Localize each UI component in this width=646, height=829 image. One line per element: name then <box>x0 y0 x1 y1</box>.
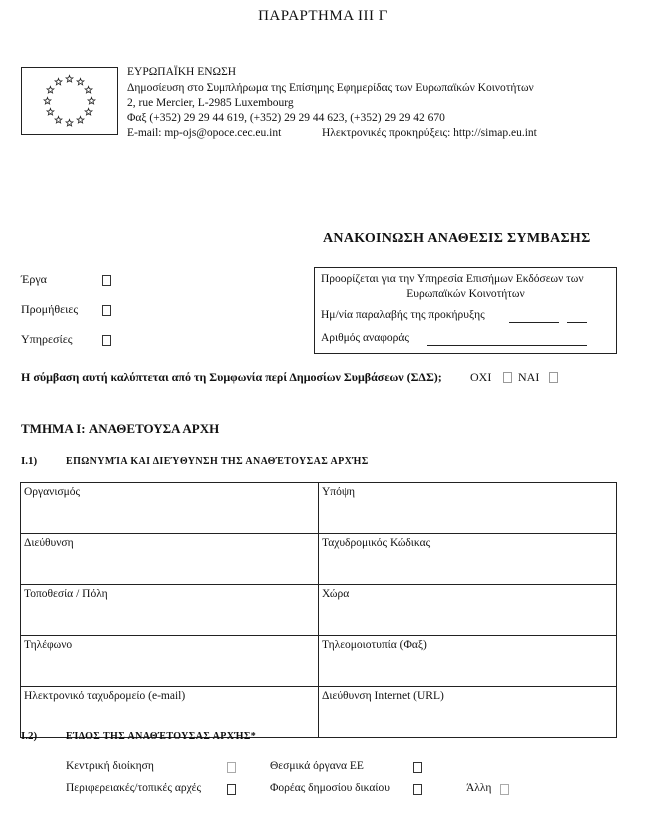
flag-star <box>77 116 84 123</box>
flag-star <box>55 78 62 85</box>
header-email: E-mail: mp-ojs@opoce.cec.eu.int <box>127 127 282 139</box>
gpa-question: Η σύμβαση αυτή καλύπτεται από τη Συμφωνία περί Δημοσίων Συμβάσεων (ΣΔΣ); <box>21 370 442 384</box>
contract-type-supplies-label: Προμήθειες <box>21 302 79 316</box>
authority-central-label: Κεντρική διοίκηση <box>66 760 154 772</box>
postal-code-field[interactable] <box>319 534 617 585</box>
authority-public-law-checkbox[interactable] <box>413 784 422 795</box>
authority-eu-checkbox[interactable] <box>413 762 422 773</box>
attention-field[interactable] <box>319 483 617 534</box>
fax-label: Τηλεομοιοτυπία (Φαξ) <box>322 639 427 651</box>
flag-star <box>85 108 92 115</box>
flag-star <box>66 119 73 126</box>
authority-other-checkbox[interactable] <box>500 784 509 795</box>
receipt-date-field-2[interactable] <box>567 322 587 323</box>
town-field[interactable] <box>21 585 319 636</box>
authority-regional-checkbox[interactable] <box>227 784 236 795</box>
address-label: Διεύθυνση <box>24 537 74 549</box>
flag-star <box>66 75 73 82</box>
contract-type-works-checkbox[interactable] <box>102 275 111 286</box>
publication-office-box <box>314 267 617 354</box>
country-label: Χώρα <box>322 588 350 600</box>
gpa-yes-label: ΝΑΙ <box>518 370 540 384</box>
country-field[interactable] <box>319 585 617 636</box>
telephone-field[interactable] <box>21 636 319 687</box>
contracting-authority-table <box>20 482 617 738</box>
contract-type-services-checkbox[interactable] <box>102 335 111 346</box>
table-row <box>21 687 617 738</box>
header-address: 2, rue Mercier, L-2985 Luxembourg <box>127 97 294 109</box>
header-fax: Φαξ (+352) 29 29 44 619, (+352) 29 29 44 623, (+352) 29 29 42 670 <box>127 112 445 124</box>
flag-star <box>44 97 51 104</box>
flag-star <box>47 108 54 115</box>
flag-star <box>47 86 54 93</box>
reference-number-field[interactable] <box>427 345 587 346</box>
header-org: ΕΥΡΩΠΑΪΚΗ ΕΝΩΣΗ <box>127 66 237 78</box>
publication-office-line1: Προορίζεται για την Υπηρεσία Επισήμων Εκδόσεων των <box>321 273 584 285</box>
subsection-1-2-number: I.2) <box>21 730 38 742</box>
table-row <box>21 534 617 585</box>
gpa-no-label: ΟΧΙ <box>470 370 492 384</box>
subsection-1-2-title: ΕΊΔΟΣ ΤΗΣ ΑΝΑΘΈΤΟΥΣΑΣ ΑΡΧΉΣ* <box>66 731 257 742</box>
gpa-yes-checkbox[interactable] <box>549 372 558 383</box>
authority-other-label: Άλλη <box>466 782 492 794</box>
authority-regional-label: Περιφερειακές/τοπικές αρχές <box>66 782 202 794</box>
header-tenders: Ηλεκτρονικές προκηρύξεις: http://simap.eu.int <box>322 127 537 139</box>
fax-field[interactable] <box>319 636 617 687</box>
header-publication: Δημοσίευση στο Συμπλήρωμα της Επίσημης Εφημερίδας των Ευρωπαϊκών Κοινοτήτων <box>127 82 534 94</box>
notice-title: ΑΝΑΚΟΙΝΩΣΗ ΑΝΑΘΕΣΙΣ ΣΥΜΒΑΣΗΣ <box>323 231 591 246</box>
email-label: Ηλεκτρονικό ταχυδρομείο (e-mail) <box>24 690 186 702</box>
receipt-date-field-1[interactable] <box>509 322 559 323</box>
attention-label: Υπόψη <box>322 486 356 498</box>
table-row <box>21 585 617 636</box>
authority-central-checkbox[interactable] <box>227 762 236 773</box>
url-label: Διεύθυνση Internet (URL) <box>322 690 444 702</box>
postal-code-label: Ταχυδρομικός Κώδικας <box>322 537 431 549</box>
annex-title: ΠΑΡΑΡΤΗΜΑ ΙΙΙ Γ <box>258 8 388 24</box>
town-label: Τοποθεσία / Πόλη <box>24 588 108 600</box>
receipt-date-label: Ημ/νία παραλαβής της προκήρυξης <box>321 309 485 321</box>
authority-public-law-label: Φορέας δημοσίου δικαίου <box>270 782 390 794</box>
subsection-1-1-title: ΕΠΩΝΥΜΊΑ ΚΑΙ ΔΙΕΎΘΥΝΣΗ ΤΗΣ ΑΝΑΘΈΤΟΥΣΑΣ ΑΡΧΉΣ <box>66 456 369 467</box>
contract-type-works-label: Έργα <box>21 272 47 286</box>
url-field[interactable] <box>319 687 617 738</box>
flag-star <box>85 86 92 93</box>
flag-star <box>77 78 84 85</box>
telephone-label: Τηλέφωνο <box>24 639 73 651</box>
gpa-no-checkbox[interactable] <box>503 372 512 383</box>
flag-star <box>88 97 95 104</box>
reference-number-label: Αριθμός αναφοράς <box>321 332 409 344</box>
publication-office-line2: Ευρωπαϊκών Κοινοτήτων <box>406 288 525 300</box>
organisation-label: Οργανισμός <box>24 486 81 498</box>
organisation-field[interactable] <box>21 483 319 534</box>
address-field[interactable] <box>21 534 319 585</box>
authority-eu-label: Θεσμικά όργανα ΕΕ <box>270 760 364 772</box>
contract-type-supplies-checkbox[interactable] <box>102 305 111 316</box>
table-row <box>21 636 617 687</box>
eu-flag-icon <box>21 67 118 135</box>
flag-star <box>55 116 62 123</box>
section-1-title: ΤΜΗΜΑ I: ΑΝΑΘΕΤΟΥΣΑ ΑΡΧΗ <box>21 421 220 436</box>
contract-type-services-label: Υπηρεσίες <box>21 332 73 346</box>
table-row <box>21 483 617 534</box>
subsection-1-1-number: I.1) <box>21 455 38 467</box>
email-field[interactable] <box>21 687 319 738</box>
